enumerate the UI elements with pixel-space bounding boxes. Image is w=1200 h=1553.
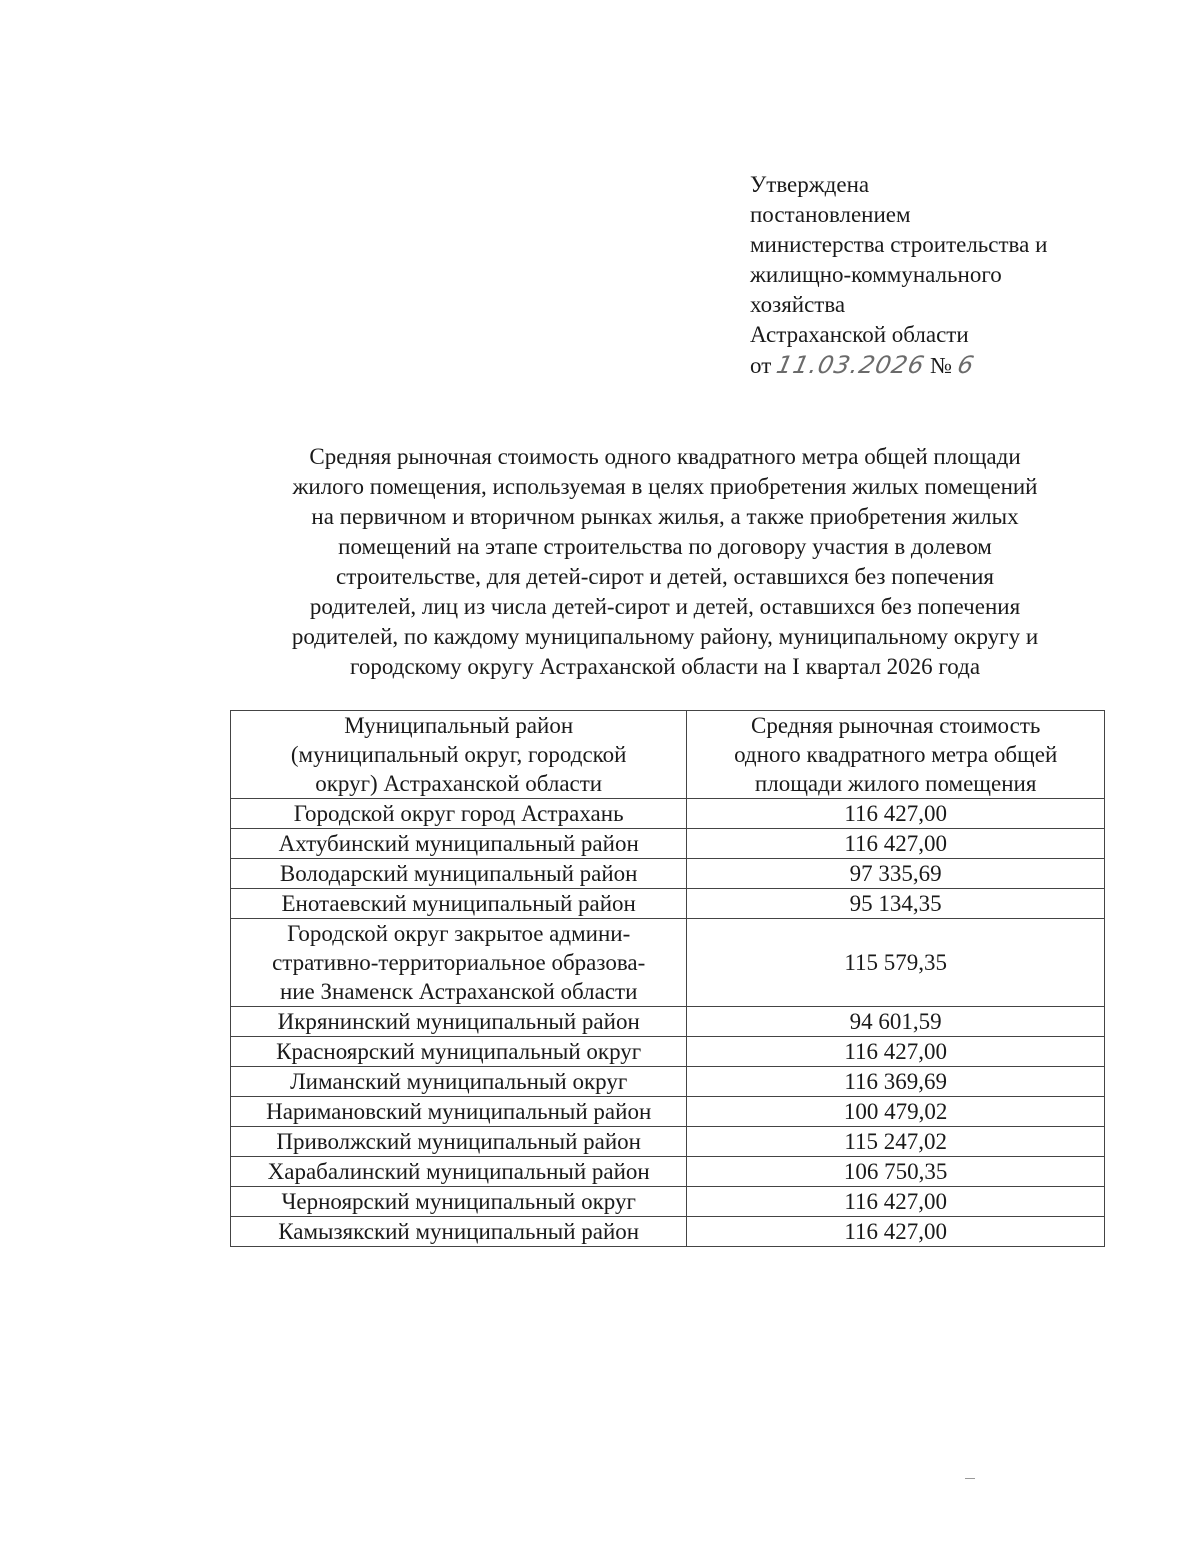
district-cell	[231, 1217, 687, 1247]
approval-line: жилищно-коммунального	[750, 262, 1002, 287]
title-line: на первичном и вторичном рынках жилья, а также приобретения жилых	[311, 504, 1019, 529]
table-row	[231, 1187, 1105, 1217]
table-body	[231, 799, 1105, 1247]
district-cell	[231, 919, 687, 1007]
title-line: строительстве, для детей-сирот и детей, оставшихся без попечения	[336, 564, 994, 589]
price-cell: 106 750,35	[687, 1157, 1105, 1187]
table-row	[231, 1157, 1105, 1187]
price-cell: 116 427,00	[687, 1037, 1105, 1067]
header-price	[687, 711, 1105, 799]
title-line: родителей, по каждому муниципальному району, муниципальному округу и	[291, 624, 1039, 649]
district-name: ние Знаменск Астраханской области	[279, 979, 638, 1004]
header-line: площади жилого помещения	[754, 771, 1037, 796]
district-cell	[231, 1007, 687, 1037]
district-name: Наримановский муниципальный район	[266, 1099, 652, 1124]
price-cell: 100 479,02	[687, 1097, 1105, 1127]
district-cell	[231, 1187, 687, 1217]
table-row	[231, 799, 1105, 829]
price-cell: 116 427,00	[687, 1187, 1105, 1217]
price-cell: 116 427,00	[687, 1217, 1105, 1247]
approval-date-line	[750, 350, 1150, 381]
district-cell	[231, 829, 687, 859]
approval-line: постановлением	[750, 202, 911, 227]
handwritten-number: 6	[954, 351, 978, 379]
table-row	[231, 1037, 1105, 1067]
district-name: Лиманский муниципальный округ	[290, 1069, 628, 1094]
district-name: Черноярский муниципальный округ	[281, 1189, 636, 1214]
header-line: (муниципальный округ, городской	[290, 742, 627, 767]
district-cell	[231, 1097, 687, 1127]
price-cell: 116 427,00	[687, 829, 1105, 859]
header-line: округ) Астраханской области	[315, 771, 603, 796]
price-cell: 97 335,69	[687, 859, 1105, 889]
title-line: родителей, лиц из числа детей-сирот и детей, оставшихся без попечения	[309, 594, 1021, 619]
table-row	[231, 1067, 1105, 1097]
district-cell	[231, 1037, 687, 1067]
price-table	[230, 710, 1105, 1247]
district-name: Володарский муниципальный район	[279, 861, 638, 886]
approval-line: министерства строительства и	[750, 232, 1048, 257]
handwritten-date: 11.03.2026	[774, 351, 928, 379]
district-name: стративно-территориальное образова-	[272, 950, 646, 975]
district-name: Харабалинский муниципальный район	[267, 1159, 650, 1184]
header-line: одного квадратного метра общей	[734, 742, 1058, 767]
price-cell: 116 427,00	[687, 799, 1105, 829]
approval-line: хозяйства	[750, 292, 846, 317]
district-name: Городской округ город Астрахань	[293, 801, 624, 826]
district-name: Приволжский муниципальный район	[276, 1129, 641, 1154]
scan-mark	[965, 1478, 975, 1479]
price-cell: 94 601,59	[687, 1007, 1105, 1037]
number-prefix: №	[930, 353, 953, 378]
table-row	[231, 1127, 1105, 1157]
price-cell: 95 134,35	[687, 889, 1105, 919]
price-cell: 116 369,69	[687, 1067, 1105, 1097]
table-row	[231, 1217, 1105, 1247]
header-line: Средняя рыночная стоимость	[750, 713, 1041, 738]
title-line: помещений на этапе строительства по договору участия в долевом	[338, 534, 992, 559]
district-name: Енотаевский муниципальный район	[281, 891, 636, 916]
title-line: жилого помещения, используемая в целях приобретения жилых помещений	[292, 474, 1038, 499]
date-prefix: от	[750, 353, 772, 378]
title-line: Средняя рыночная стоимость одного квадратного метра общей площади	[309, 444, 1021, 469]
district-name: Икрянинский муниципальный район	[277, 1009, 640, 1034]
table-row	[231, 859, 1105, 889]
table-row	[231, 889, 1105, 919]
district-cell	[231, 1157, 687, 1187]
district-cell	[231, 1127, 687, 1157]
district-cell	[231, 1067, 687, 1097]
document-title	[220, 442, 1110, 682]
approval-block	[750, 170, 1150, 381]
district-cell	[231, 799, 687, 829]
table-row	[231, 1097, 1105, 1127]
table-header-row	[231, 711, 1105, 799]
district-name: Красноярский муниципальный округ	[276, 1039, 642, 1064]
table-row	[231, 829, 1105, 859]
table-row	[231, 919, 1105, 1007]
header-district	[231, 711, 687, 799]
approval-line: Утверждена	[750, 172, 870, 197]
district-cell	[231, 859, 687, 889]
title-line: городскому округу Астраханской области на I квартал 2026 года	[349, 654, 981, 679]
header-line: Муниципальный район	[344, 713, 574, 738]
table-row	[231, 1007, 1105, 1037]
price-cell: 115 247,02	[687, 1127, 1105, 1157]
approval-line: Астраханской области	[750, 322, 969, 347]
district-name: Городской округ закрытое админи-	[287, 921, 631, 946]
district-cell	[231, 889, 687, 919]
district-name: Ахтубинский муниципальный район	[278, 831, 639, 856]
price-cell: 115 579,35	[687, 919, 1105, 1007]
district-name: Камызякский муниципальный район	[278, 1219, 640, 1244]
